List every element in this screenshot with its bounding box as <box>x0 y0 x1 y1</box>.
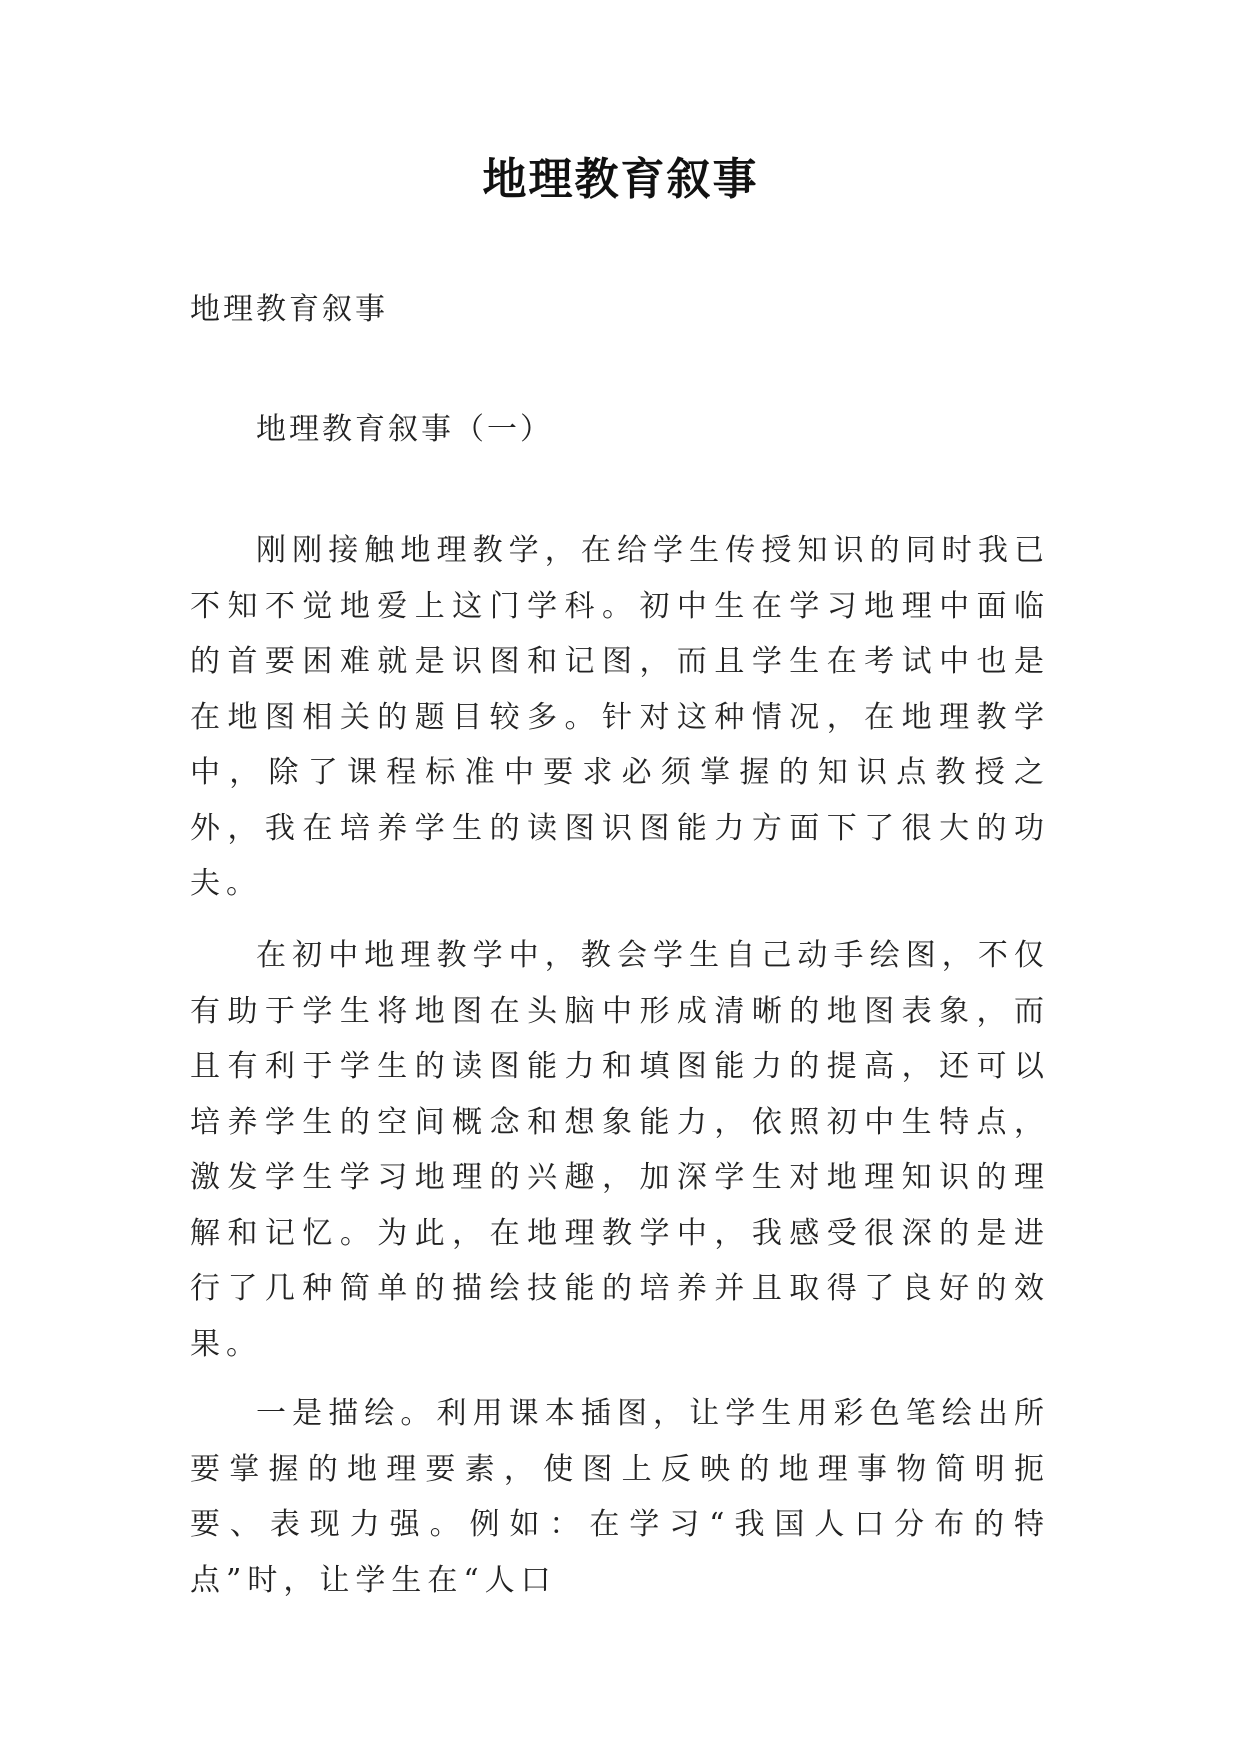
paragraph-1: 刚刚接触地理教学，在给学生传授知识的同时我已不知不觉地爱上这门学科。初中生在学习地理中面临的首要困难就是识图和记图，而且学生在考试中也是在地图相关的题目较多。针对这种情况，在地理教学中，除了课程标准中要求必须掌握的知识点教授之外，我在培养学生的读图识图能力方面下了很大的功夫。 <box>190 533 1050 901</box>
section-heading: 地理教育叙事（一） <box>256 412 553 447</box>
paragraph-2: 在初中地理教学中，教会学生自己动手绘图，不仅有助于学生将地图在头脑中形成清晰的地图表象，而且有利于学生的读图能力和填图能力的提高，还可以培养学生的空间概念和想象能力，依照初中生特点，激发学生学习地理的兴趣，加深学生对地理知识的理解和记忆。为此，在地理教学中，我感受很深的是进行了几种简单的描绘技能的培养并且取得了良好的效果。 <box>190 938 1050 1362</box>
paragraph-3: 一是描绘。利用课本插图，让学生用彩色笔绘出所要掌握的地理要素，使图上反映的地理事物简明扼要、表现力强。例如：在学习“我国人口分布的特点”时，让学生在“人口 <box>190 1396 1050 1598</box>
document-title: 地理教育叙事 <box>482 154 759 205</box>
document-subtitle: 地理教育叙事 <box>190 292 388 327</box>
